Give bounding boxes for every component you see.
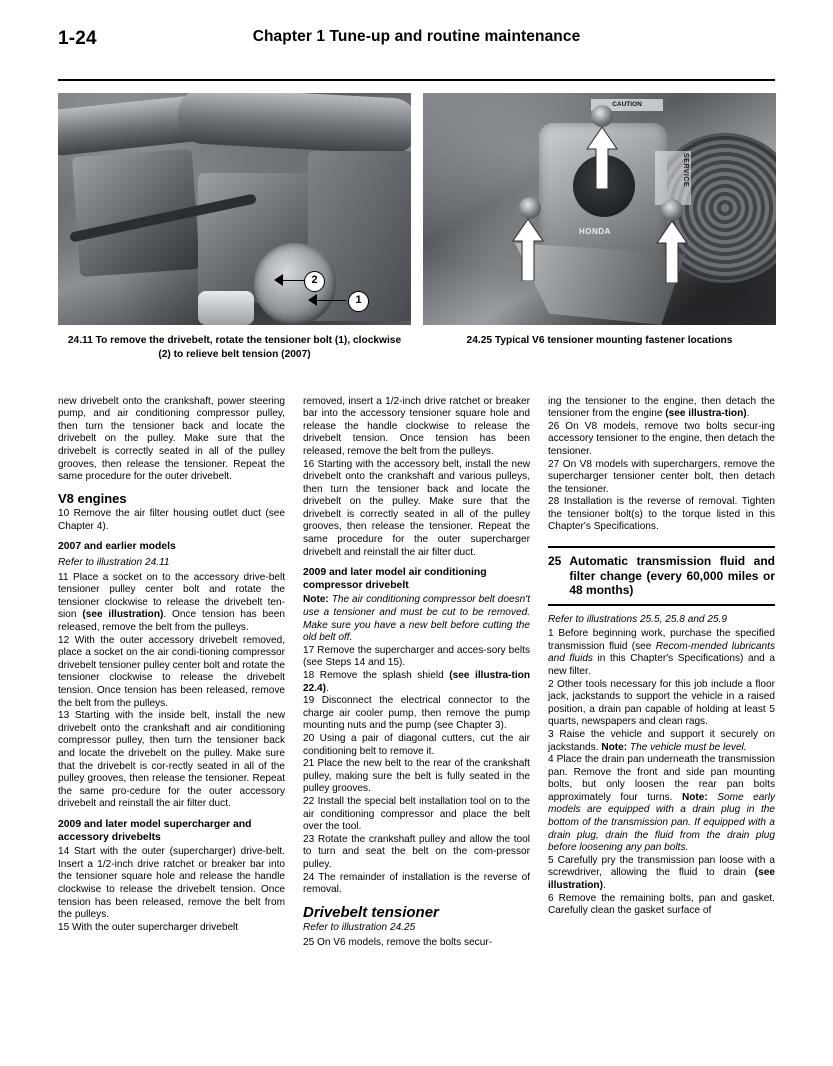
para-25-item-5-c: . <box>602 880 606 892</box>
para-25-item-1 <box>548 628 775 678</box>
subheading-2007-earlier: 2007 and earlier models <box>58 541 176 553</box>
photo-tag-small: CAUTION <box>591 99 663 111</box>
callout-2-arrowhead <box>274 274 283 286</box>
callout-1-arrowhead <box>308 294 317 306</box>
callout-1: 1 <box>348 291 369 312</box>
figure-24-25-photo <box>423 93 776 325</box>
para-cont-right <box>548 396 775 421</box>
para-item-21: 21 Place the new belt to the rear of the crankshaft pulley, making sure the belt is fully seated in the pulley grooves. <box>303 758 530 795</box>
note-text: The air conditioning compressor belt doesn't use a tensioner and must be cut to be removed. Make sure you have a new belt before cutting the old belt off. <box>303 594 530 644</box>
para-25-item-1-a: 1 Before beginning work, purchase the specified transmission fluid (see <box>548 628 775 652</box>
column-right <box>548 396 775 950</box>
note-label: Note: <box>303 594 329 606</box>
chapter-title: Chapter 1 Tune-up and routine maintenance <box>252 28 581 45</box>
para-item-20: 20 Using a pair of diagonal cutters, cut the air conditioning belt to remove it. <box>303 732 530 757</box>
para-item-23: 23 Rotate the crankshaft pulley and allow the tool to turn and seat the belt on the com-pressor pulley. <box>303 833 530 870</box>
para-note-ac <box>303 594 530 644</box>
para-25-item-2: 2 Other tools necessary for this job include a floor jack, jackstands to support the vehicle in a raised position, a drain pan capable of holding at least 5 quarts, newspapers and clean rags. <box>548 678 775 728</box>
para-item-11-c: . Once tension has been released, remove the belt from the pulleys. <box>58 609 285 634</box>
para-25-item-1-c: in this Chapter's Specifications) and a new filter. <box>548 653 775 677</box>
para-25-item-4-a: 4 Place the drain pan underneath the transmission pan. Remove the front and side pan mounting bolts, but only loosen the rear pan bolts approximately four turns. <box>548 754 775 803</box>
column-middle <box>303 396 530 950</box>
para-25-item-3-c: The vehicle must be level. <box>627 741 747 753</box>
figure-24-11 <box>58 93 411 362</box>
para-25-item-4-note-label: Note: <box>681 791 708 803</box>
para-item-11-a: 11 Place a socket on to the accessory drive-belt tensioner pulley center bolt and rotate the tensioner clockwise to release the drivebelt ten-sion <box>58 571 285 621</box>
white-arrow-center <box>585 127 619 189</box>
para-item-12: 12 With the outer accessory drivebelt removed, place a socket on the air condi-tioning compressor drivebelt tensioner pulley center bolt and rotate the tensioner clockwise to release the drivebelt tension. Once tension has been released, remove the belt from the pulleys. <box>58 634 285 709</box>
para-item-16: 16 Starting with the accessory belt, install the new drivebelt onto the crankshaft and various pulleys, then turn the tensioner back and locate the drivebelt on the pulley. Make sure that the drivebelt is correctly seated in all of the pulley grooves, then release the tensioner. Repeat the same procedure for the outer supercharger drivebelt and reinstall the air filter duct. <box>303 458 530 558</box>
para-item-25: 25 On V6 models, remove the bolts secur- <box>303 936 493 948</box>
para-item-18-c: . <box>326 682 329 694</box>
para-item-19: 19 Disconnect the electrical connector to the charge air cooler pump, then remove the pump mounting nuts and the pump (see Chapter 3). <box>303 695 530 732</box>
body-columns <box>58 396 775 950</box>
para-intro: new drivebelt onto the crankshaft, power steering pump, and air conditioning compressor pulley, then turn the tensioner back and locate the drivebelt on the pulley. Make sure that the drivebelt is correctly seated in all of the pulley grooves, then release the tensioner. Repeat the same procedure for the outer drivebelt. <box>58 395 285 483</box>
para-item-11-b: (see illustration) <box>82 609 164 621</box>
para-item-18-a: 18 Remove the splash shield <box>303 670 450 681</box>
section-25-number: 25 <box>548 554 562 569</box>
heading-v8-engines: V8 engines <box>58 490 127 506</box>
para-item-22: 22 Install the special belt installation tool on to the air conditioning compressor and place the belt over the tool. <box>303 795 530 833</box>
section-rule-bottom <box>548 604 775 606</box>
figure-24-25 <box>423 93 776 362</box>
para-25-item-6: 6 Remove the remaining bolts, pan and gasket. Carefully clean the gasket surface of <box>548 892 775 917</box>
callout-1-leader <box>316 300 346 301</box>
para-item-10: 10 Remove the air filter housing outlet duct (see Chapter 4). <box>58 508 285 532</box>
section-25-title <box>548 554 775 598</box>
photo-brand-label: HONDA <box>579 227 611 236</box>
para-item-24: 24 The remainder of installation is the reverse of removal. <box>303 871 530 896</box>
subheading-ac-compressor-drivebelt: 2009 and later model air conditioning compressor drivebelt <box>303 567 487 591</box>
para-item-27: 27 On V8 models with superchargers, remove the supercharger tensioner center bolt, then detach the tensioner. <box>548 458 775 495</box>
refer-24-25: Refer to illustration 24.25 <box>303 922 416 934</box>
refer-24-11: Refer to illustration 24.11 <box>58 557 170 569</box>
para-cont-b: (see illustra-tion) <box>665 408 747 420</box>
para-25-item-5-a: 5 Carefully pry the transmission pan loose with a screwdriver, allowing the fluid to drain <box>548 854 775 879</box>
para-item-26: 26 On V8 models, remove two bolts secur-ing accessory tensioner to the engine, then detach the tensioner. <box>548 420 775 457</box>
figure-row <box>58 93 775 362</box>
header-divider <box>58 79 775 81</box>
para-25-item-4 <box>548 754 775 855</box>
para-item-11 <box>58 572 285 635</box>
para-item-17: 17 Remove the supercharger and acces-sory belts (see Steps 14 and 15). <box>303 644 530 669</box>
para-25-item-5-b: (see illustration) <box>548 867 775 892</box>
para-25-item-3 <box>548 729 775 754</box>
figure-24-11-photo <box>58 93 411 325</box>
para-cont-a: ing the tensioner to the engine, then detach the tensioner from the engine <box>548 395 775 420</box>
para-25-item-1-b: Recom-mended lubricants and fluids <box>548 640 775 665</box>
para-cont: removed, insert a 1/2-inch drive ratchet or breaker bar into the accessory tensioner square hole and release the handle clockwise to release the drivebelt tension. Once tension has been released, remove the belt from the pulleys. <box>303 395 530 457</box>
white-arrow-right <box>655 221 689 283</box>
white-arrow-left <box>511 219 545 281</box>
para-25-item-3-note-label: Note: <box>601 741 628 753</box>
para-25-item-3-a: 3 Raise the vehicle and support it securely on jackstands. <box>548 728 775 753</box>
section-rule-top <box>548 546 775 548</box>
callout-2: 2 <box>304 271 325 292</box>
para-item-18-b: (see illustra-tion 22.4) <box>303 670 530 694</box>
subheading-2009-later: 2009 and later model supercharger and accessory drivebelts <box>58 818 252 843</box>
page-number: 1-24 <box>58 28 97 49</box>
para-item-18 <box>303 670 530 695</box>
para-item-14: 14 Start with the outer (supercharger) drive-belt. Insert a 1/2-inch drive ratchet or breaker bar into the tensioner square hole and release the handle clockwise to release the drivebelt tension. Once tension has been released, remove the belt from the pulleys. <box>58 846 285 921</box>
figure-24-25-caption: 24.25 Typical V6 tensioner mounting fastener locations <box>466 335 733 346</box>
figure-24-11-caption: 24.11 To remove the drivebelt, rotate the tensioner bolt (1), clockwise (2) to relieve belt tension (2007) <box>67 335 402 360</box>
page-header <box>58 0 775 72</box>
heading-drivebelt-tensioner: Drivebelt tensioner <box>303 903 439 921</box>
para-item-28: 28 Installation is the reverse of removal. Tighten the tensioner bolt(s) to the torque listed in this Chapter's Specifications. <box>548 496 775 533</box>
column-left <box>58 396 285 950</box>
para-25-item-4-c: Some early models are equipped with a drain plug in the bottom of the transmission pan. If equipped with a drain plug, drain the fluid from the drain plug before loosening any pan bolts. <box>548 791 776 854</box>
callout-2-leader <box>282 280 304 281</box>
refer-25: Refer to illustrations 25.5, 25.8 and 25.9 <box>548 613 727 625</box>
section-25-heading: Automatic transmission fluid and filter change (every 60,000 miles or 48 months) <box>569 554 775 598</box>
para-25-item-5 <box>548 855 775 893</box>
photo-tag-vertical: SERVICE <box>655 151 691 205</box>
para-cont-c: . <box>746 408 750 420</box>
para-item-15: 15 With the outer supercharger drivebelt <box>58 921 239 933</box>
para-item-13: 13 Starting with the inside belt, install the new drivebelt onto the crankshaft and air conditioning compressor pulley, then turn the tensioner back and locate the drivebelt on the pulley. Make sure that the drivebelt is cor-rectly seated in all of the pulley grooves, then release the tensioner. Repeat the same pro-cedure for the outer accessory drivebelt and reinstall the air filter duct. <box>58 710 285 810</box>
